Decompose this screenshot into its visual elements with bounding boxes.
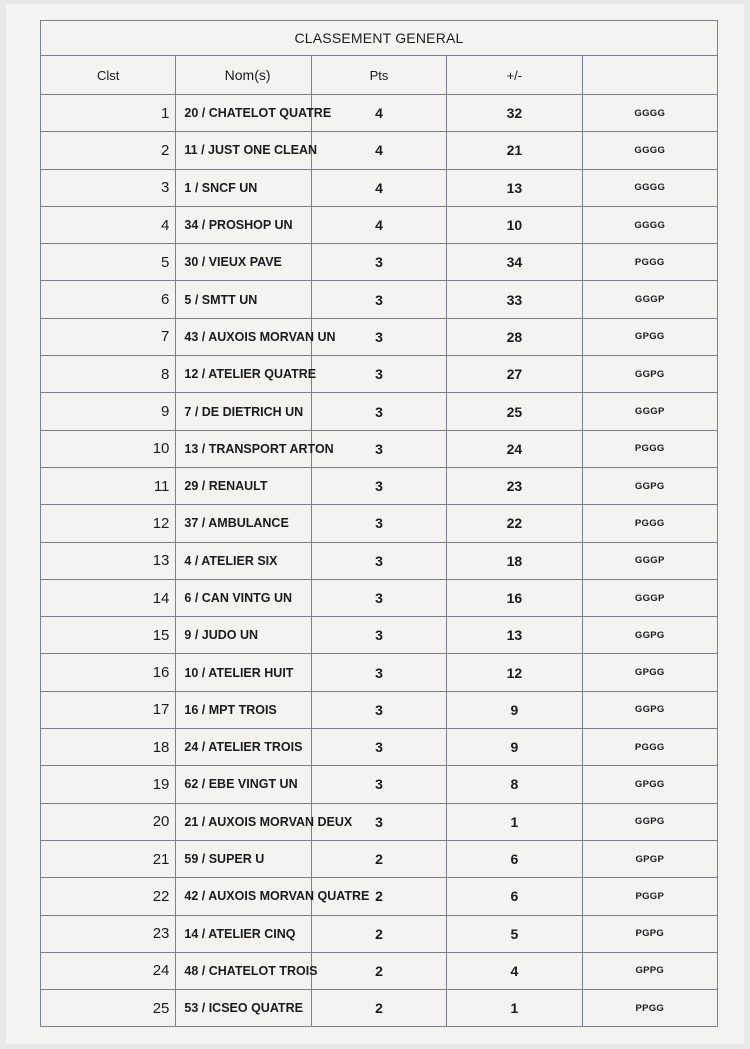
rank-cell: 15 (41, 617, 176, 654)
team-name-cell: 11 / JUST ONE CLEAN (176, 132, 311, 169)
paper-sheet (6, 4, 744, 1044)
rank-cell: 8 (41, 356, 176, 393)
points-cell: 3 (311, 393, 446, 430)
team-name-cell: 7 / DE DIETRICH UN (176, 393, 311, 430)
difference-cell: 4 (447, 952, 582, 989)
difference-cell: 9 (447, 691, 582, 728)
team-name-cell: 1 / SNCF UN (176, 169, 311, 206)
form-cell: GGGG (582, 169, 717, 206)
header-form (582, 56, 717, 95)
table-row (41, 467, 718, 504)
rank-cell: 22 (41, 878, 176, 915)
table-row (41, 318, 718, 355)
form-cell: GPGG (582, 766, 717, 803)
form-cell: GGPG (582, 467, 717, 504)
table-row (41, 654, 718, 691)
table-row (41, 132, 718, 169)
difference-cell: 1 (447, 803, 582, 840)
form-cell: GGPG (582, 356, 717, 393)
points-cell: 4 (311, 95, 446, 132)
table-row (41, 206, 718, 243)
form-cell: GPGG (582, 654, 717, 691)
difference-cell: 8 (447, 766, 582, 803)
difference-cell: 10 (447, 206, 582, 243)
table-row (41, 990, 718, 1027)
rank-cell: 17 (41, 691, 176, 728)
rank-cell: 19 (41, 766, 176, 803)
points-cell: 3 (311, 356, 446, 393)
header-name: Nom(s) (176, 56, 311, 95)
points-cell: 2 (311, 915, 446, 952)
points-cell: 2 (311, 878, 446, 915)
difference-cell: 32 (447, 95, 582, 132)
team-name-cell: 9 / JUDO UN (176, 617, 311, 654)
rank-cell: 1 (41, 95, 176, 132)
team-name-cell: 59 / SUPER U (176, 840, 311, 877)
table-row (41, 840, 718, 877)
points-cell: 2 (311, 840, 446, 877)
form-cell: PGGG (582, 729, 717, 766)
rank-cell: 16 (41, 654, 176, 691)
table-row (41, 878, 718, 915)
table-row (41, 542, 718, 579)
rank-cell: 6 (41, 281, 176, 318)
form-cell: GPPG (582, 952, 717, 989)
difference-cell: 16 (447, 579, 582, 616)
points-cell: 3 (311, 467, 446, 504)
difference-cell: 34 (447, 244, 582, 281)
form-cell: GGGG (582, 206, 717, 243)
form-cell: GPGP (582, 840, 717, 877)
standings-table (40, 20, 718, 1027)
team-name-cell: 5 / SMTT UN (176, 281, 311, 318)
form-cell: PGGG (582, 244, 717, 281)
title-row (41, 21, 718, 56)
form-cell: GPGG (582, 318, 717, 355)
rank-cell: 4 (41, 206, 176, 243)
difference-cell: 23 (447, 467, 582, 504)
table-row (41, 617, 718, 654)
team-name-cell: 13 / TRANSPORT ARTON (176, 430, 311, 467)
team-name-cell: 21 / AUXOIS MORVAN DEUX (176, 803, 311, 840)
header-difference: +/- (447, 56, 582, 95)
form-cell: GGGP (582, 542, 717, 579)
rank-cell: 24 (41, 952, 176, 989)
team-name-cell: 24 / ATELIER TROIS (176, 729, 311, 766)
points-cell: 3 (311, 617, 446, 654)
points-cell: 3 (311, 281, 446, 318)
difference-cell: 28 (447, 318, 582, 355)
form-cell: PGGP (582, 878, 717, 915)
rank-cell: 3 (41, 169, 176, 206)
rank-cell: 11 (41, 467, 176, 504)
rank-cell: 14 (41, 579, 176, 616)
points-cell: 3 (311, 430, 446, 467)
table-row (41, 729, 718, 766)
form-cell: PGGG (582, 430, 717, 467)
difference-cell: 13 (447, 617, 582, 654)
table-row (41, 803, 718, 840)
table-row (41, 169, 718, 206)
table-row (41, 244, 718, 281)
difference-cell: 6 (447, 840, 582, 877)
points-cell: 3 (311, 542, 446, 579)
team-name-cell: 29 / RENAULT (176, 467, 311, 504)
rank-cell: 2 (41, 132, 176, 169)
points-cell: 4 (311, 132, 446, 169)
table-title: CLASSEMENT GENERAL (41, 21, 718, 56)
table-row (41, 281, 718, 318)
team-name-cell: 30 / VIEUX PAVE (176, 244, 311, 281)
difference-cell: 6 (447, 878, 582, 915)
team-name-cell: 16 / MPT TROIS (176, 691, 311, 728)
team-name-cell: 43 / AUXOIS MORVAN UN (176, 318, 311, 355)
points-cell: 3 (311, 766, 446, 803)
table-row (41, 766, 718, 803)
rank-cell: 10 (41, 430, 176, 467)
rank-cell: 13 (41, 542, 176, 579)
form-cell: GGGP (582, 579, 717, 616)
difference-cell: 25 (447, 393, 582, 430)
difference-cell: 5 (447, 915, 582, 952)
form-cell: GGPG (582, 691, 717, 728)
points-cell: 3 (311, 505, 446, 542)
team-name-cell: 20 / CHATELOT QUATRE (176, 95, 311, 132)
difference-cell: 24 (447, 430, 582, 467)
form-cell: GGGG (582, 95, 717, 132)
difference-cell: 21 (447, 132, 582, 169)
points-cell: 3 (311, 803, 446, 840)
team-name-cell: 62 / EBE VINGT UN (176, 766, 311, 803)
points-cell: 3 (311, 691, 446, 728)
points-cell: 2 (311, 990, 446, 1027)
rank-cell: 20 (41, 803, 176, 840)
rank-cell: 25 (41, 990, 176, 1027)
table-row (41, 95, 718, 132)
form-cell: GGPG (582, 617, 717, 654)
points-cell: 3 (311, 318, 446, 355)
points-cell: 4 (311, 206, 446, 243)
team-name-cell: 42 / AUXOIS MORVAN QUATRE (176, 878, 311, 915)
table-row (41, 505, 718, 542)
team-name-cell: 48 / CHATELOT TROIS (176, 952, 311, 989)
form-cell: GGGP (582, 281, 717, 318)
points-cell: 2 (311, 952, 446, 989)
rank-cell: 18 (41, 729, 176, 766)
form-cell: GGGG (582, 132, 717, 169)
team-name-cell: 14 / ATELIER CINQ (176, 915, 311, 952)
table-row (41, 393, 718, 430)
difference-cell: 22 (447, 505, 582, 542)
table-row (41, 691, 718, 728)
form-cell: PGPG (582, 915, 717, 952)
header-rank: Clst (41, 56, 176, 95)
team-name-cell: 10 / ATELIER HUIT (176, 654, 311, 691)
table-row (41, 356, 718, 393)
points-cell: 3 (311, 654, 446, 691)
rank-cell: 23 (41, 915, 176, 952)
points-cell: 4 (311, 169, 446, 206)
points-cell: 3 (311, 729, 446, 766)
team-name-cell: 4 / ATELIER SIX (176, 542, 311, 579)
difference-cell: 9 (447, 729, 582, 766)
header-row (41, 56, 718, 95)
team-name-cell: 37 / AMBULANCE (176, 505, 311, 542)
form-cell: PPGG (582, 990, 717, 1027)
rank-cell: 7 (41, 318, 176, 355)
form-cell: GGGP (582, 393, 717, 430)
points-cell: 3 (311, 244, 446, 281)
rank-cell: 21 (41, 840, 176, 877)
difference-cell: 27 (447, 356, 582, 393)
difference-cell: 33 (447, 281, 582, 318)
table-row (41, 952, 718, 989)
rank-cell: 5 (41, 244, 176, 281)
form-cell: GGPG (582, 803, 717, 840)
table-row (41, 915, 718, 952)
difference-cell: 18 (447, 542, 582, 579)
points-cell: 3 (311, 579, 446, 616)
difference-cell: 1 (447, 990, 582, 1027)
header-points: Pts (311, 56, 446, 95)
team-name-cell: 34 / PROSHOP UN (176, 206, 311, 243)
table-row (41, 579, 718, 616)
difference-cell: 12 (447, 654, 582, 691)
team-name-cell: 53 / ICSEO QUATRE (176, 990, 311, 1027)
team-name-cell: 12 / ATELIER QUATRE (176, 356, 311, 393)
team-name-cell: 6 / CAN VINTG UN (176, 579, 311, 616)
table-row (41, 430, 718, 467)
difference-cell: 13 (447, 169, 582, 206)
rank-cell: 12 (41, 505, 176, 542)
form-cell: PGGG (582, 505, 717, 542)
rank-cell: 9 (41, 393, 176, 430)
